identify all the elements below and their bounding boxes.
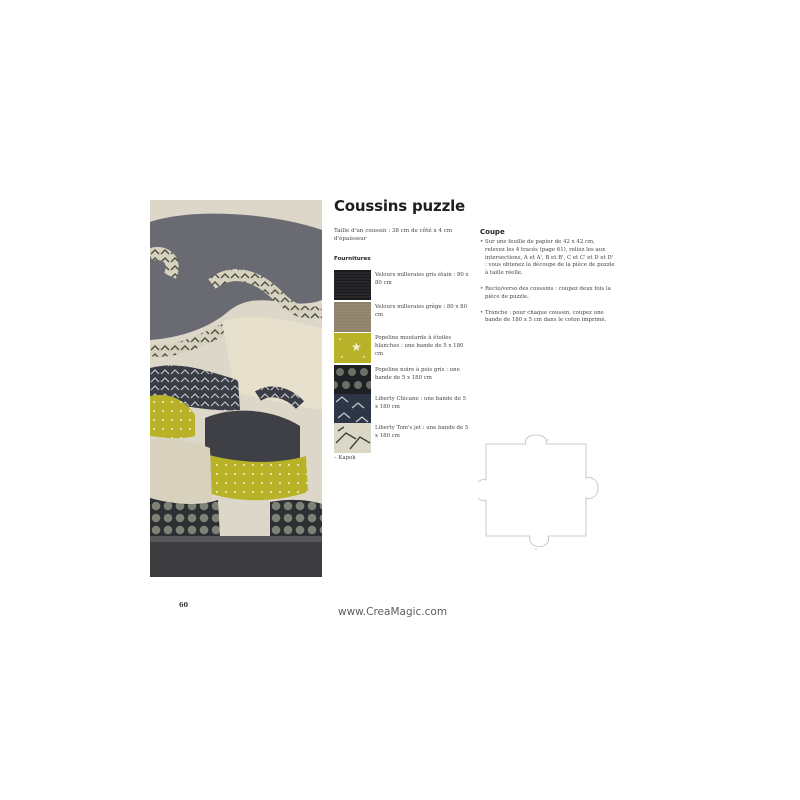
supply-label: Velours milleraies grège : 80 x 80 cm [375, 304, 468, 318]
supply-label: Liberty Chicane : une bande de 5 x 180 cm [375, 396, 467, 410]
supply-item [334, 270, 474, 300]
fabric-swatch-liberty-toms-jet [334, 423, 371, 453]
page-title: Coussins puzzle [334, 197, 466, 215]
supplies-heading: Fournitures [334, 256, 371, 262]
fabric-swatch-mustard-stars [334, 333, 371, 363]
puzzle-piece-pattern [478, 432, 618, 578]
page-number: 60 [179, 601, 189, 609]
supply-label: Popeline noire à pois gris : une bande de 5 x 180 cm [375, 367, 460, 381]
supply-item [334, 302, 474, 332]
cushion-size-text: Taille d'un coussin : 38 cm de côté x 4 cm d'épaisseur [334, 228, 453, 242]
supply-item [334, 423, 474, 453]
cutting-step: • Sur une feuille de papier de 42 x 42 cm, relevez les 4 tracés (page 61), reliez les aux intersections, A et A', B et B', C et C' et D et D' : vous obtenez la découpe de la pièce de puzzle à taille réelle. [480, 239, 615, 278]
supply-item [334, 365, 474, 395]
fabric-swatch-beige-corduroy [334, 302, 371, 332]
supply-label: Popeline moutarde à étoiles blanches : une bande de 5 x 180 cm [375, 335, 464, 357]
supply-item [334, 394, 474, 424]
supply-label: Velours milleraies gris étain : 80 x 80 cm [375, 272, 469, 286]
cutting-heading: Coupe [480, 228, 505, 236]
supply-label: Liberty Tom's jet : une bande de 5 x 180 cm [375, 425, 469, 439]
cutting-step: • Tranche : pour chaque coussin, coupez une bande de 180 x 5 cm dans le coton imprimé. [480, 310, 615, 326]
cushions-photo [150, 200, 322, 577]
supply-kapok: – Kapok [334, 455, 356, 461]
cutting-step: • Recto/verso des coussins : coupez deux fois la pièce de puzzle. [480, 286, 615, 302]
svg-text:★: ★ [351, 340, 362, 354]
fabric-swatch-black-corduroy [334, 270, 371, 300]
fabric-swatch-black-dots [334, 365, 371, 395]
fabric-swatch-liberty-chicane [334, 394, 371, 424]
cutting-instructions [480, 239, 615, 333]
watermark: www.CreaMagic.com [338, 606, 448, 618]
supply-item [334, 333, 474, 363]
